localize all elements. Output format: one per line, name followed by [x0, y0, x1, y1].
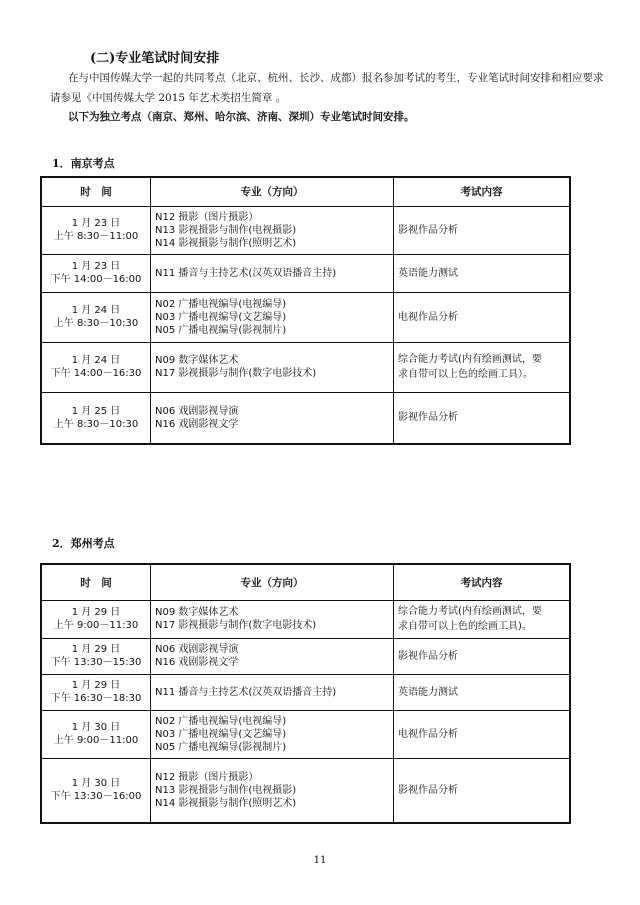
table-row: [41, 600, 570, 638]
major-line: N03 广播电视编导(文艺编导): [155, 728, 287, 740]
date-text: 1 月 25 日: [71, 405, 121, 417]
table-row: [41, 206, 570, 254]
period-text: 下午 16:30－18:30: [50, 693, 142, 704]
schedule-table-zhengzhou: [40, 563, 571, 824]
schedule-table-nanjing: [40, 176, 571, 445]
major-line: N11 播音与主持艺术(汉英双语播音主持): [155, 267, 337, 279]
header-time: 时 间: [41, 177, 151, 206]
major-line: N02 广播电视编导(电视编导): [155, 298, 287, 310]
time-cell: [41, 600, 151, 638]
content-line: 综合能力考试(内有绘画测试，要: [398, 606, 542, 617]
major-line: N06 戏剧影视导演: [155, 644, 239, 655]
time-cell: [41, 758, 151, 823]
date-text: 1 月 29 日: [71, 680, 121, 691]
major-cell: [151, 710, 394, 758]
major-cell: [151, 206, 394, 254]
time-cell: [41, 254, 151, 292]
content-line: 影视作品分析: [398, 412, 458, 424]
major-line: N16 戏剧影视文学: [155, 418, 239, 430]
major-cell: [151, 758, 394, 823]
major-line: N17 影视摄影与制作(数字电影技术): [155, 368, 317, 379]
time-cell: [41, 710, 151, 758]
major-line: N03 广播电视编导(文艺编导): [155, 311, 287, 323]
major-cell: [151, 292, 394, 342]
header-major: 专业（方向）: [151, 564, 394, 600]
major-line: N11 播音与主持艺术(汉英双语播音主持): [155, 686, 337, 698]
page-number: 11: [313, 855, 327, 866]
content-line: 电视作品分析: [398, 728, 458, 740]
table-row: [41, 710, 570, 758]
period-text: 上午 8:30－10:30: [53, 318, 139, 329]
time-cell: [41, 206, 151, 254]
major-line: N05 广播电视编导(影视制片): [155, 741, 287, 753]
table-row: [41, 392, 570, 444]
major-line: N14 影视摄影与制作(照明艺术): [155, 237, 297, 249]
major-cell: [151, 392, 394, 444]
table-row: [41, 638, 570, 674]
period-text: 下午 13:30－16:00: [50, 791, 142, 803]
major-line: N13 影视摄影与制作(电视摄影): [155, 784, 297, 796]
content-line: 求自带可以上色的绘画工具）。: [398, 369, 533, 380]
content-cell: [394, 674, 571, 710]
section-heading-nanjing: 1．南京考点: [52, 157, 115, 170]
content-cell: [394, 206, 571, 254]
date-text: 1 月 23 日: [71, 218, 121, 229]
content-cell: [394, 710, 571, 758]
content-line: 英语能力测试: [398, 686, 458, 698]
table-header-row: [41, 177, 570, 206]
period-text: 上午 9:00－11:00: [53, 735, 139, 746]
period-text: 上午 8:30－10:30: [53, 418, 139, 430]
content-line: 英语能力测试: [398, 267, 458, 279]
intro-bold-line: 以下为独立考点（南京、郑州、哈尔滨、济南、深圳）专业笔试时间安排。: [68, 111, 415, 123]
date-text: 1 月 30 日: [71, 778, 121, 790]
date-text: 1 月 23 日: [71, 261, 121, 272]
table-header-row: [41, 564, 570, 600]
table-row: [41, 292, 570, 342]
time-cell: [41, 292, 151, 342]
content-cell: [394, 292, 571, 342]
page-title: (二)专业笔试时间安排: [90, 51, 220, 66]
period-text: 上午 9:00－11:30: [53, 620, 139, 631]
date-text: 1 月 30 日: [71, 722, 121, 733]
content-line: 电视作品分析: [398, 311, 458, 323]
date-text: 1 月 24 日: [71, 355, 121, 366]
period-text: 下午 13:30－15:30: [50, 657, 142, 668]
content-cell: [394, 638, 571, 674]
time-cell: [41, 342, 151, 392]
content-cell: [394, 758, 571, 823]
intro-paragraph: 在与中国传媒大学一起的共同考点（北京、杭州、长沙、成都）报名参加考试的考生，专业笔试时间安排和相应要求请参见《中国传媒大学 2015 年艺术类招生简章 。: [50, 72, 604, 104]
date-text: 1 月 24 日: [71, 305, 121, 316]
period-text: 上午 8:30－11:00: [53, 231, 139, 242]
major-line: N16 戏剧影视文学: [155, 657, 239, 668]
period-text: 下午 14:00－16:30: [50, 368, 142, 379]
content-cell: [394, 342, 571, 392]
major-cell: [151, 342, 394, 392]
major-line: N13 影视摄影与制作(电视摄影): [155, 224, 297, 236]
content-line: 影视作品分析: [398, 650, 458, 662]
major-line: N17 影视摄影与制作(数字电影技术): [155, 620, 317, 631]
header-major: 专业（方向）: [151, 177, 394, 206]
date-text: 1 月 29 日: [71, 644, 121, 655]
major-line: N14 影视摄影与制作(照明艺术): [155, 797, 297, 809]
major-cell: [151, 638, 394, 674]
time-cell: [41, 392, 151, 444]
content-cell: [394, 600, 571, 638]
major-line: N09 数字媒体艺术: [155, 607, 239, 618]
header-content: 考试内容: [394, 177, 571, 206]
table-row: [41, 758, 570, 823]
content-line: 影视作品分析: [398, 784, 458, 796]
time-cell: [41, 674, 151, 710]
major-cell: [151, 254, 394, 292]
section-heading-zhengzhou: 2．郑州考点: [52, 537, 115, 550]
table-row: [41, 254, 570, 292]
table-row: [41, 342, 570, 392]
major-line: N06 戏剧影视导演: [155, 405, 239, 417]
content-cell: [394, 254, 571, 292]
major-line: N02 广播电视编导(电视编导): [155, 715, 287, 727]
major-line: N09 数字媒体艺术: [155, 355, 239, 366]
period-text: 下午 14:00－16:00: [50, 274, 142, 285]
major-cell: [151, 600, 394, 638]
content-line: 求自带可以上色的绘画工具)。: [398, 621, 532, 632]
time-cell: [41, 638, 151, 674]
major-cell: [151, 674, 394, 710]
header-time: 时 间: [41, 564, 151, 600]
major-line: N12 摄影（图片摄影）: [155, 211, 259, 223]
content-cell: [394, 392, 571, 444]
content-line: 影视作品分析: [398, 224, 458, 236]
date-text: 1 月 29 日: [71, 607, 121, 618]
table-row: [41, 674, 570, 710]
content-line: 综合能力考试(内有绘画测试，要: [398, 354, 542, 365]
header-content: 考试内容: [394, 564, 571, 600]
major-line: N12 摄影（图片摄影）: [155, 771, 259, 783]
major-line: N05 广播电视编导(影视制片): [155, 324, 287, 336]
